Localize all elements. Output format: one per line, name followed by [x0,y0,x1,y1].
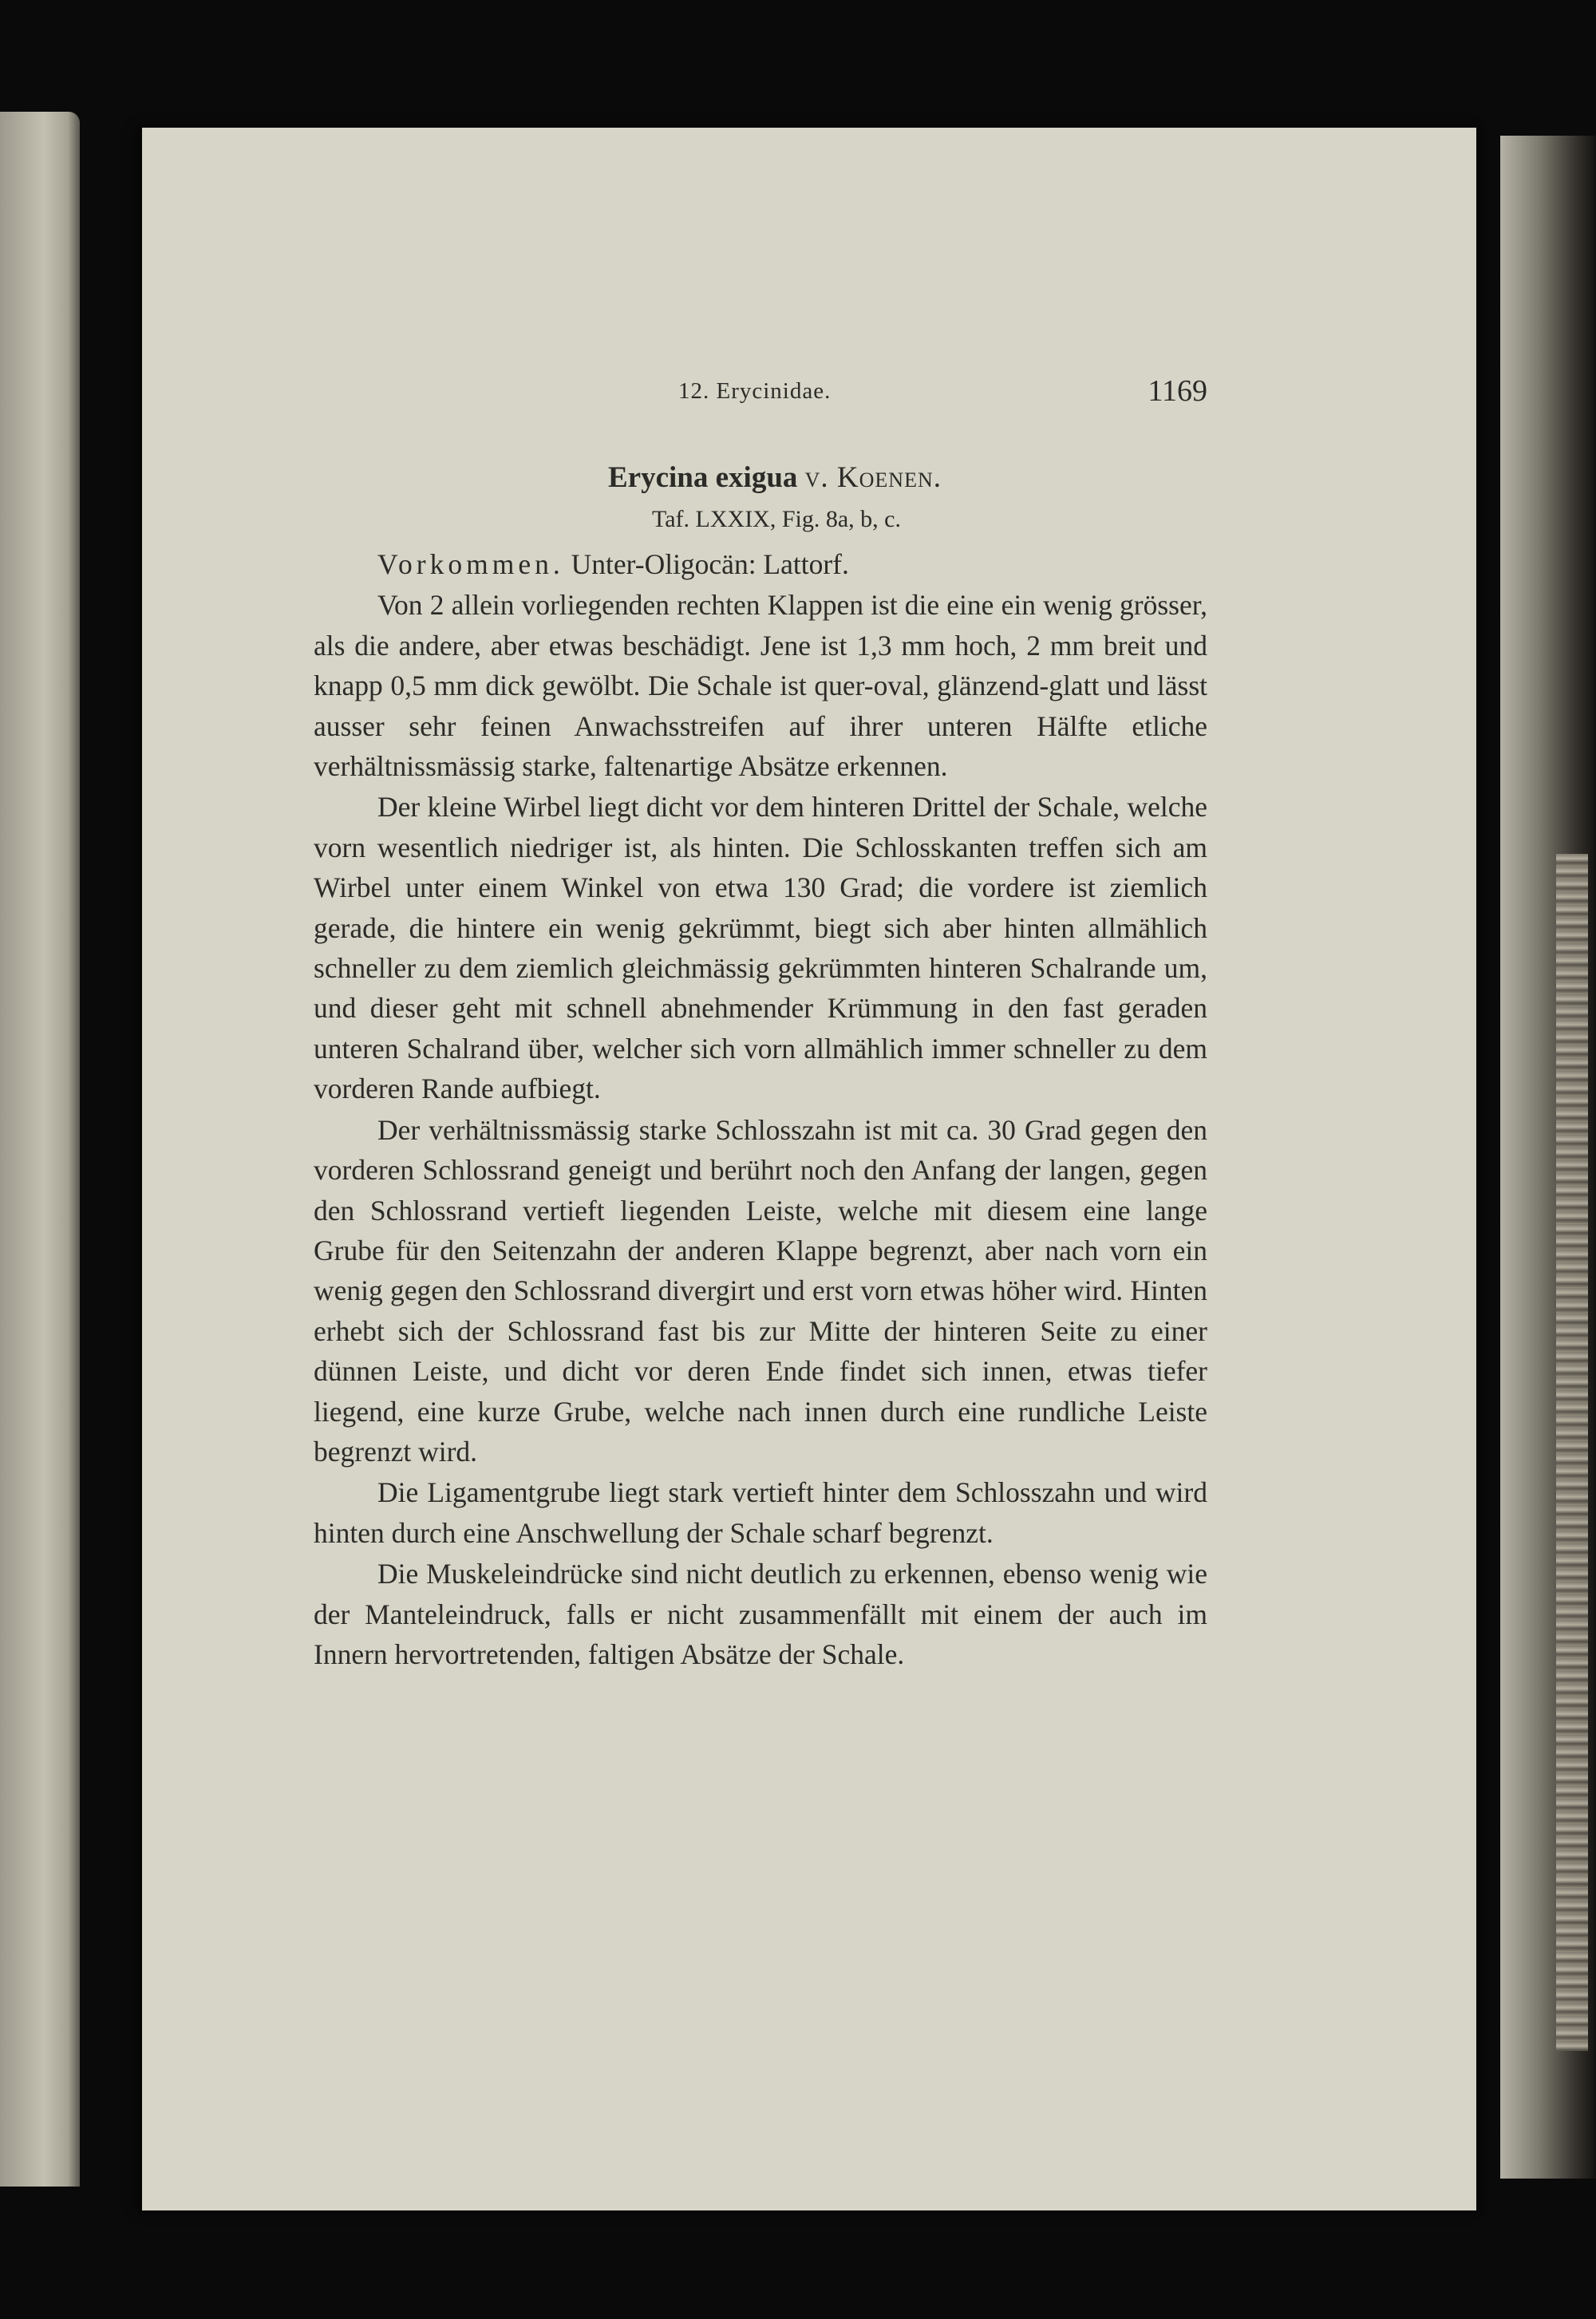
text-block [314,373,1207,1675]
paragraph: Von 2 allein vorliegenden rechten Klappen ist die eine ein wenig grösser, als die andere, aber etwas beschädigt. Jene ist 1,3 mm hoch, 2 mm breit und knapp 0,5 mm dick gewölbt. Die Schale ist quer-oval, glänzend-glatt und lässt ausser sehr feinen Anwachsstreifen auf ihrer unteren Hälfte etliche verhältnissmässig starke, faltenartige Absätze erkennen. [314,589,1207,783]
facing-page-edge [0,112,80,2187]
species-heading [314,460,1207,496]
species-author: v. Koenen. [804,461,942,494]
running-head [314,373,1207,413]
paragraph: Die Ligamentgrube liegt stark vertieft hinter dem Schlosszahn und wird hinten durch eine Anschwellung der Schale scharf begrenzt. [314,1476,1207,1549]
paragraph: Die Muskeleindrücke sind nicht deutlich zu erkennen, ebenso wenig wie der Manteleindruck, falls er nicht zusammenfällt mit einem der auch im Innern hervortretenden, faltigen Absätze der Schale. [314,1558,1207,1670]
page-number: 1169 [1148,374,1207,408]
section-label: 12. Erycinidae. [678,378,832,404]
paragraph: Der kleine Wirbel liegt dicht vor dem hinteren Drittel der Schale, welche vorn wesentlich niedriger ist, als hinten. Die Schlosskanten treffen sich am Wirbel unter einem Winkel von etwa 130 Grad; die vordere ist ziemlich gerade, die hintere ein wenig gekrümmt, biegt sich aber hinten allmählich schneller zu dem ziemlich gleichmässig gekrümmten hinteren Schalrande um, und dieser geht mit schnell abnehmender Krümmung in den fast geraden unteren Schalrand über, welcher sich vorn allmählich immer schneller zu dem vorderen Rande aufbiegt. [314,791,1207,1105]
book-fore-edge [1500,136,1596,2179]
paragraph: Der verhältnissmässig starke Schlosszahn ist mit ca. 30 Grad gegen den vorderen Schlossrand geneigt und berührt noch den Anfang der langen, gegen den Schlossrand vertieft liegenden Leiste, welche mit diesem eine lange Grube für den Seitenzahn der anderen Klappe begrenzt, aber nach vorn ein wenig gegen den Schlossrand divergirt und erst vorn etwas höher wird. Hinten erhebt sich der Schlossrand fast bis zur Mitte der hinteren Seite zu einer dünnen Leiste, und dicht vor deren Ende findet sich innen, etwas tiefer liegend, eine kurze Grube, welche nach innen durch eine rundliche Leiste begrenzt wird. [314,1113,1207,1468]
occurrence-line [314,544,1207,584]
occurrence-label: Vorkommen. [377,548,564,580]
species-name: Erycina exigua [607,461,798,494]
occurrence-text: Unter-Oligocän: Lattorf. [571,548,849,580]
plate-reference: Taf. LXXIX, Fig. 8a, b, c. [652,506,901,532]
body-text [314,544,1207,1674]
book-page [142,128,1476,2210]
